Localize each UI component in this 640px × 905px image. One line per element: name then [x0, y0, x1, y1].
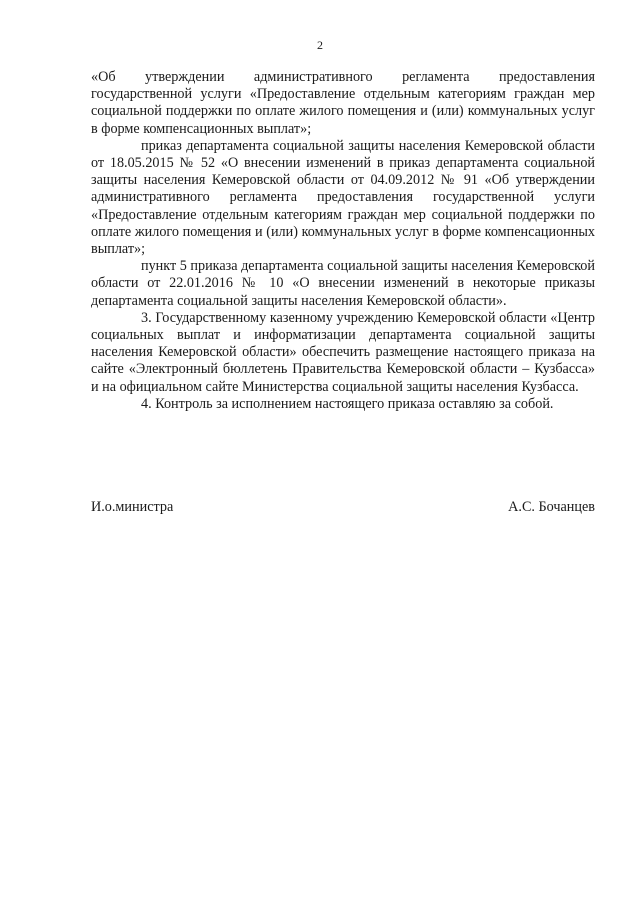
paragraph-regulation-title-continuation: «Об утверждении административного регламента предоставления государственной услуги «Предоставление отдельным категориям граждан мер социальной поддержки по оплате жилого помещения и (или) коммунальных услуг в форме компенсационных выплат»;	[91, 69, 595, 137]
paragraph-item-4-control: 4. Контроль за исполнением настоящего приказа оставляю за собой.	[141, 395, 554, 412]
paragraph-order-52: приказ департамента социальной защиты населения Кемеровской области от 18.05.2015 № 52 «О внесении изменений в приказ департамента социальной защиты населения Кемеровской области от 04.09.2012 № 91 «Об утверждении административного регламента предоставления государственной услуги «Предоставление отдельным категориям граждан мер социальной поддержки по оплате жилого помещения и (или) коммунальных услуг в форме компенсационных выплат»;	[91, 137, 595, 258]
document-body	[91, 69, 595, 413]
paragraph-item-3-publication: 3. Государственному казенному учреждению Кемеровской области «Центр социальных выплат и информатизации департамента социальной защиты населения Кемеровской области» обеспечить размещение настоящего приказа на сайте «Электронный бюллетень Правительства Кемеровской области – Кузбасса» и на официальном сайте Министерства социальной защиты населения Кузбасса.	[91, 309, 595, 395]
paragraph-order-10-item-5: пункт 5 приказа департамента социальной защиты населения Кемеровской области от 22.01.2016 № 10 «О внесении изменений в некоторые приказы департамента социальной защиты населения Кемеровской области».	[91, 258, 595, 309]
page-number: 2	[317, 38, 323, 52]
signatory-name: А.С. Бочанцев	[508, 499, 595, 515]
signatory-role: И.о.министра	[91, 499, 174, 515]
